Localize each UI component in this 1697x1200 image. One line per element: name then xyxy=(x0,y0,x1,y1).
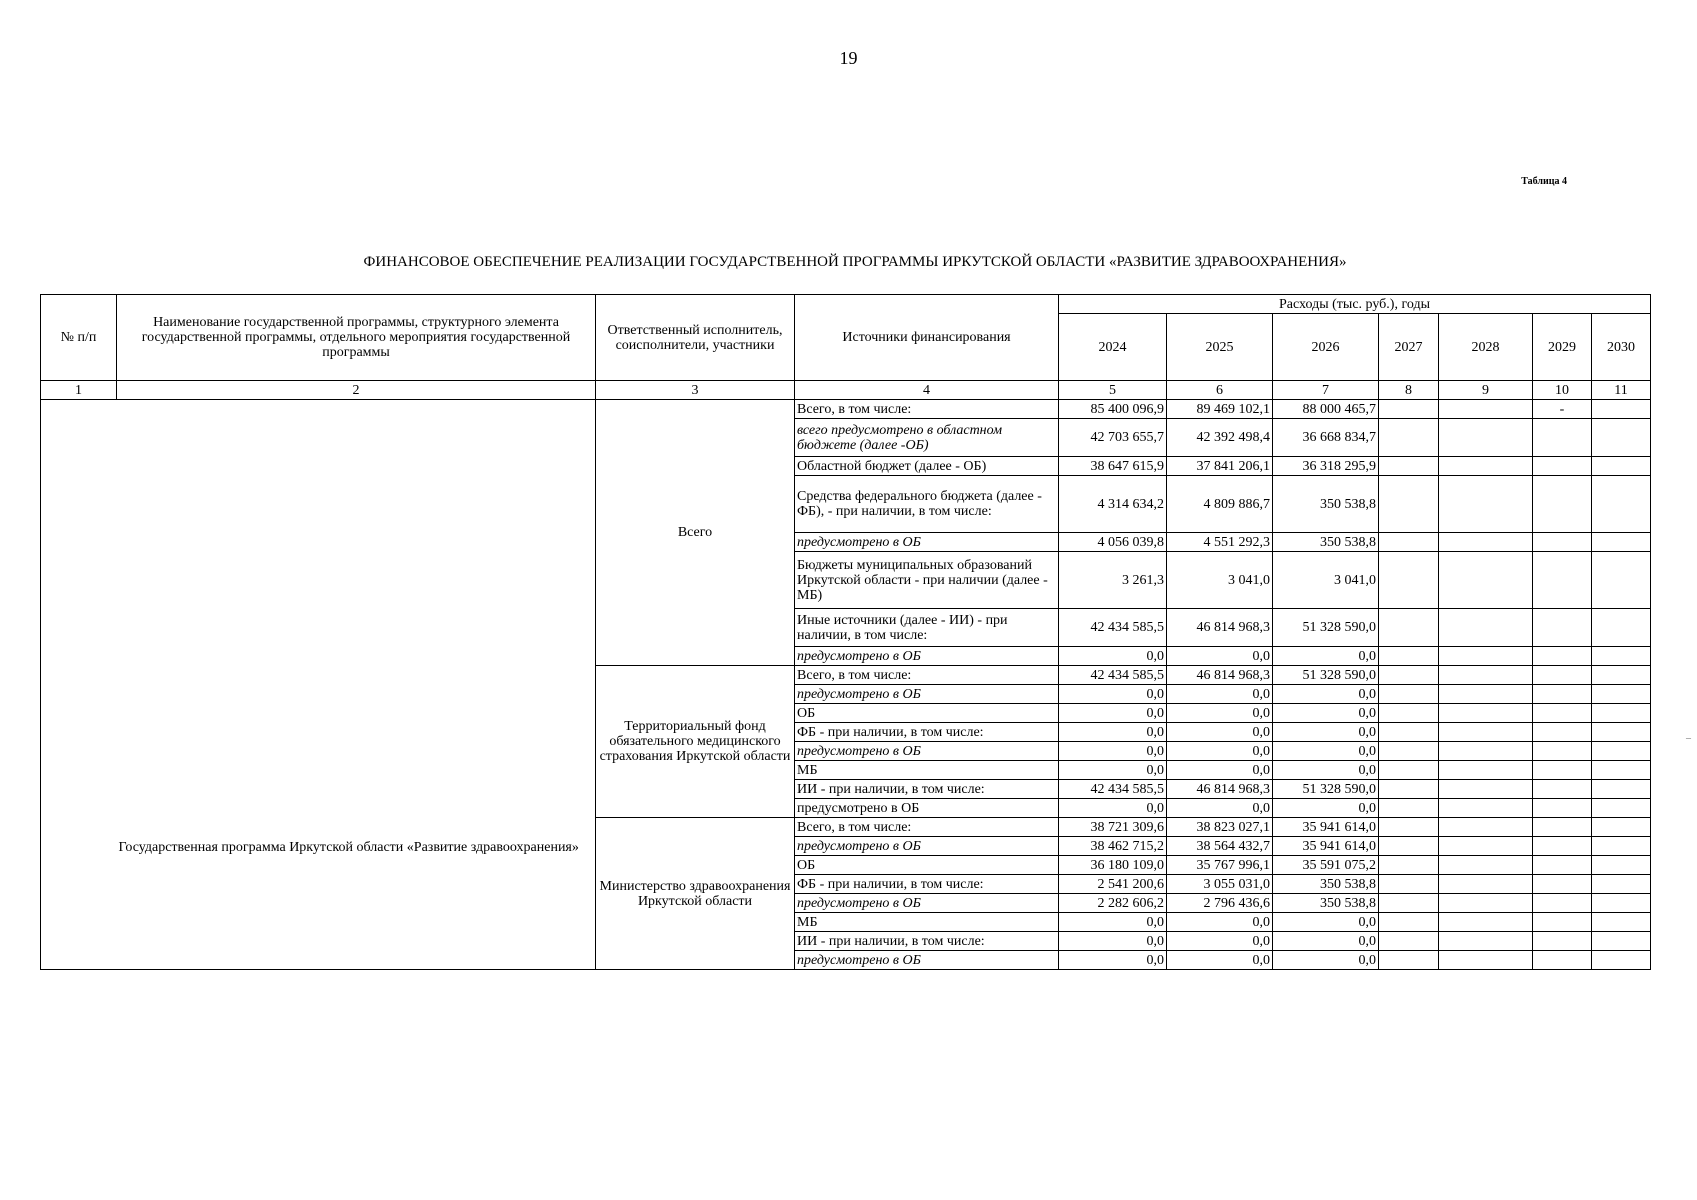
expense-value: 42 434 585,5 xyxy=(1059,609,1167,647)
expense-value-empty xyxy=(1439,932,1533,951)
funding-source: Всего, в том числе: xyxy=(795,666,1059,685)
funding-source: предусмотрено в ОБ xyxy=(795,951,1059,970)
expense-value: 37 841 206,1 xyxy=(1167,457,1273,476)
expense-value-empty xyxy=(1439,400,1533,419)
expense-value: 38 823 027,1 xyxy=(1167,818,1273,837)
expense-value: 0,0 xyxy=(1167,951,1273,970)
expense-value: 42 434 585,5 xyxy=(1059,780,1167,799)
expense-value: 36 668 834,7 xyxy=(1273,419,1379,457)
expense-value-empty xyxy=(1439,476,1533,533)
expense-value: 0,0 xyxy=(1273,951,1379,970)
expense-value-empty xyxy=(1379,476,1439,533)
expense-value-empty xyxy=(1379,780,1439,799)
expense-value-empty xyxy=(1592,761,1651,780)
expense-value-empty xyxy=(1379,609,1439,647)
expense-value-empty xyxy=(1379,875,1439,894)
expense-value: 2 282 606,2 xyxy=(1059,894,1167,913)
expense-value-empty xyxy=(1592,419,1651,457)
expense-value: 3 261,3 xyxy=(1059,552,1167,609)
expense-value-empty xyxy=(1533,400,1592,419)
document-title: ФИНАНСОВОЕ ОБЕСПЕЧЕНИЕ РЕАЛИЗАЦИИ ГОСУДАРСТВЕННОЙ ПРОГРАММЫ ИРКУТСКОЙ ОБЛАСТИ «РАЗВИТИЕ ЗДРАВООХРАНЕНИЯ» xyxy=(363,254,1347,270)
expense-value-empty xyxy=(1592,913,1651,932)
funding-source: всего предусмотрено в областном бюджете (далее -ОБ) xyxy=(795,419,1059,457)
expense-value-empty xyxy=(1379,799,1439,818)
expense-value: 0,0 xyxy=(1059,647,1167,666)
expense-value-empty xyxy=(1533,761,1592,780)
expense-value: 0,0 xyxy=(1273,932,1379,951)
expense-value-empty xyxy=(1379,913,1439,932)
expense-value: 0,0 xyxy=(1273,742,1379,761)
expense-value-empty xyxy=(1439,818,1533,837)
expense-value: 4 551 292,3 xyxy=(1167,533,1273,552)
expense-value: 0,0 xyxy=(1273,913,1379,932)
expense-value: 42 703 655,7 xyxy=(1059,419,1167,457)
expense-value: 0,0 xyxy=(1167,932,1273,951)
expense-value-empty xyxy=(1533,609,1592,647)
expense-value-empty xyxy=(1592,894,1651,913)
column-number: 10 xyxy=(1533,381,1592,400)
funding-source: МБ xyxy=(795,761,1059,780)
expense-value-empty xyxy=(1379,856,1439,875)
expense-value-empty xyxy=(1439,799,1533,818)
column-number: 7 xyxy=(1273,381,1379,400)
expense-value: 85 400 096,9 xyxy=(1059,400,1167,419)
header-year: 2030 xyxy=(1592,314,1651,381)
expense-value-empty xyxy=(1533,818,1592,837)
expense-value-empty xyxy=(1379,761,1439,780)
header-col-expenses: Расходы (тыс. руб.), годы xyxy=(1059,295,1651,314)
expense-value: 2 796 436,6 xyxy=(1167,894,1273,913)
expense-value-empty xyxy=(1533,894,1592,913)
header-year: 2026 xyxy=(1273,314,1379,381)
funding-source: Областной бюджет (далее - ОБ) xyxy=(795,457,1059,476)
column-numbers-row xyxy=(41,381,1651,400)
margin-mark: – xyxy=(1686,733,1691,744)
expense-value-empty xyxy=(1379,932,1439,951)
column-number: 6 xyxy=(1167,381,1273,400)
column-number: 9 xyxy=(1439,381,1533,400)
expense-value: 350 538,8 xyxy=(1273,894,1379,913)
expense-value-empty xyxy=(1533,647,1592,666)
expense-value: 3 055 031,0 xyxy=(1167,875,1273,894)
expense-value: 51 328 590,0 xyxy=(1273,780,1379,799)
expense-value-empty xyxy=(1592,533,1651,552)
executor-cell: Министерство здравоохранения Иркутской области xyxy=(596,818,795,970)
expense-value-empty xyxy=(1379,533,1439,552)
expense-value: 3 041,0 xyxy=(1167,552,1273,609)
expense-value-empty xyxy=(1592,704,1651,723)
expense-value-empty xyxy=(1439,457,1533,476)
expense-value: 42 434 585,5 xyxy=(1059,666,1167,685)
expense-value-empty xyxy=(1439,837,1533,856)
column-number: 11 xyxy=(1592,381,1651,400)
funding-source: ФБ - при наличии, в том числе: xyxy=(795,875,1059,894)
expense-value: 35 591 075,2 xyxy=(1273,856,1379,875)
expense-value: 0,0 xyxy=(1059,685,1167,704)
expense-value-empty xyxy=(1379,552,1439,609)
header-year: 2027 xyxy=(1379,314,1439,381)
expense-value-empty xyxy=(1533,685,1592,704)
expense-value-empty xyxy=(1592,951,1651,970)
expense-value: 0,0 xyxy=(1273,799,1379,818)
expense-value-empty xyxy=(1533,419,1592,457)
column-number: 3 xyxy=(596,381,795,400)
header-col-executor: Ответственный исполнитель, соисполнители, участники xyxy=(596,295,795,381)
expense-value-empty xyxy=(1592,666,1651,685)
expense-value-empty xyxy=(1533,932,1592,951)
header-year: 2028 xyxy=(1439,314,1533,381)
expense-value: 0,0 xyxy=(1059,913,1167,932)
funding-source: предусмотрено в ОБ xyxy=(795,685,1059,704)
expense-value: 51 328 590,0 xyxy=(1273,609,1379,647)
header-year: 2025 xyxy=(1167,314,1273,381)
funding-source: ФБ - при наличии, в том числе: xyxy=(795,723,1059,742)
funding-source: Иные источники (далее - ИИ) - при наличии, в том числе: xyxy=(795,609,1059,647)
expense-value: 0,0 xyxy=(1059,932,1167,951)
expense-value-empty xyxy=(1379,666,1439,685)
expense-value: 0,0 xyxy=(1167,685,1273,704)
expense-value-empty xyxy=(1592,476,1651,533)
expense-value-empty xyxy=(1592,609,1651,647)
expense-value: 35 767 996,1 xyxy=(1167,856,1273,875)
funding-source: предусмотрено в ОБ xyxy=(795,894,1059,913)
expense-value-empty xyxy=(1592,647,1651,666)
funding-source: ОБ xyxy=(795,704,1059,723)
expense-value-empty xyxy=(1379,647,1439,666)
expense-value: 0,0 xyxy=(1059,704,1167,723)
expense-value-empty xyxy=(1439,723,1533,742)
expense-value-empty xyxy=(1533,533,1592,552)
expense-value: 46 814 968,3 xyxy=(1167,780,1273,799)
expense-value-empty xyxy=(1592,685,1651,704)
expense-value-empty xyxy=(1592,875,1651,894)
column-number: 4 xyxy=(795,381,1059,400)
expense-value-empty xyxy=(1439,913,1533,932)
header-year: 2024 xyxy=(1059,314,1167,381)
expense-value: 0,0 xyxy=(1167,799,1273,818)
column-number: 5 xyxy=(1059,381,1167,400)
expense-value-empty xyxy=(1533,799,1592,818)
expense-value: 2 541 200,6 xyxy=(1059,875,1167,894)
expense-value-empty xyxy=(1592,723,1651,742)
expense-value-empty xyxy=(1439,894,1533,913)
header-col-source: Источники финансирования xyxy=(795,295,1059,381)
expense-value-empty xyxy=(1592,818,1651,837)
expense-value-empty xyxy=(1533,723,1592,742)
header-col-name: Наименование государственной программы, структурного элемента государственной программы, отдельного мероприятия государственной программы xyxy=(117,295,596,381)
expense-value: 51 328 590,0 xyxy=(1273,666,1379,685)
expense-value-empty xyxy=(1439,951,1533,970)
executor-cell: Территориальный фонд обязательного медицинского страхования Иркутской области xyxy=(596,666,795,818)
expense-value: 0,0 xyxy=(1167,742,1273,761)
expense-value-empty xyxy=(1533,951,1592,970)
expense-value-empty xyxy=(1379,837,1439,856)
expense-value-empty xyxy=(1439,609,1533,647)
expense-value-empty xyxy=(1533,913,1592,932)
table-label: Таблица 4 xyxy=(1521,176,1567,187)
expense-value-empty xyxy=(1592,780,1651,799)
expense-value-empty xyxy=(1379,951,1439,970)
expense-value-empty xyxy=(1533,875,1592,894)
funding-source: предусмотрено в ОБ xyxy=(795,799,1059,818)
expense-value-empty xyxy=(1439,875,1533,894)
expense-value-empty xyxy=(1439,533,1533,552)
expense-value: 0,0 xyxy=(1273,723,1379,742)
funding-source: предусмотрено в ОБ xyxy=(795,647,1059,666)
expense-value: 4 809 886,7 xyxy=(1167,476,1273,533)
expense-value-empty xyxy=(1379,894,1439,913)
expense-value-empty xyxy=(1592,856,1651,875)
funding-source: ИИ - при наличии, в том числе: xyxy=(795,780,1059,799)
expense-value-empty xyxy=(1379,400,1439,419)
expense-value: 38 721 309,6 xyxy=(1059,818,1167,837)
expense-value: 35 941 614,0 xyxy=(1273,818,1379,837)
executor-cell: Всего xyxy=(596,400,795,666)
expense-value: 36 180 109,0 xyxy=(1059,856,1167,875)
expense-value-empty xyxy=(1379,723,1439,742)
expense-value-empty xyxy=(1592,799,1651,818)
funding-source: предусмотрено в ОБ xyxy=(795,742,1059,761)
expense-value: 0,0 xyxy=(1059,761,1167,780)
program-number-cell xyxy=(41,400,117,970)
expense-value-empty xyxy=(1439,856,1533,875)
expense-value: 38 462 715,2 xyxy=(1059,837,1167,856)
expense-value: 0,0 xyxy=(1059,799,1167,818)
expense-value-empty xyxy=(1379,419,1439,457)
expense-value: 4 056 039,8 xyxy=(1059,533,1167,552)
expense-value: 4 314 634,2 xyxy=(1059,476,1167,533)
funding-source: ИИ - при наличии, в том числе: xyxy=(795,932,1059,951)
expense-value: 0,0 xyxy=(1059,723,1167,742)
expense-value: 0,0 xyxy=(1273,685,1379,704)
expense-value: 35 941 614,0 xyxy=(1273,837,1379,856)
expense-value: 38 564 432,7 xyxy=(1167,837,1273,856)
expense-value-empty xyxy=(1379,457,1439,476)
page-number: 19 xyxy=(839,48,858,68)
column-number: 1 xyxy=(41,381,117,400)
expense-value: 46 814 968,3 xyxy=(1167,666,1273,685)
header-year: 2029 xyxy=(1533,314,1592,381)
expense-value-empty xyxy=(1439,761,1533,780)
expense-value: 0,0 xyxy=(1167,723,1273,742)
header-col-no: № п/п xyxy=(41,295,117,381)
expense-value-empty xyxy=(1439,552,1533,609)
column-number: 8 xyxy=(1379,381,1439,400)
expense-value-empty xyxy=(1379,818,1439,837)
expense-value-empty xyxy=(1592,837,1651,856)
expense-value-empty xyxy=(1592,742,1651,761)
expense-value: 42 392 498,4 xyxy=(1167,419,1273,457)
expense-value: 0,0 xyxy=(1167,647,1273,666)
expense-value: 36 318 295,9 xyxy=(1273,457,1379,476)
expense-value: 0,0 xyxy=(1167,761,1273,780)
expense-value: 0,0 xyxy=(1273,704,1379,723)
expense-value: 38 647 615,9 xyxy=(1059,457,1167,476)
expense-value-empty xyxy=(1439,647,1533,666)
expense-value: 0,0 xyxy=(1273,647,1379,666)
expense-value-empty xyxy=(1533,476,1592,533)
expense-value-empty xyxy=(1379,742,1439,761)
expense-value-empty xyxy=(1439,780,1533,799)
expense-value-empty xyxy=(1592,457,1651,476)
expense-value: 0,0 xyxy=(1167,913,1273,932)
expense-value-empty xyxy=(1533,742,1592,761)
column-number: 2 xyxy=(117,381,596,400)
funding-source: ОБ xyxy=(795,856,1059,875)
expense-value: 350 538,8 xyxy=(1273,533,1379,552)
expense-value-empty xyxy=(1533,666,1592,685)
expense-value-empty xyxy=(1592,552,1651,609)
funding-source: Всего, в том числе: xyxy=(795,400,1059,419)
expense-value-empty xyxy=(1439,666,1533,685)
funding-source: Средства федерального бюджета (далее - ФБ), - при наличии, в том числе: xyxy=(795,476,1059,533)
stray-mark: - xyxy=(1559,401,1565,417)
expense-value-empty xyxy=(1592,932,1651,951)
expense-value: 350 538,8 xyxy=(1273,875,1379,894)
header-row-1 xyxy=(41,295,1651,314)
funding-source: МБ xyxy=(795,913,1059,932)
expense-value-empty xyxy=(1439,742,1533,761)
expense-value-empty xyxy=(1533,552,1592,609)
funding-source: предусмотрено в ОБ xyxy=(795,837,1059,856)
expense-value-empty xyxy=(1439,419,1533,457)
expense-value-empty xyxy=(1533,856,1592,875)
expense-value: 350 538,8 xyxy=(1273,476,1379,533)
expense-value-empty xyxy=(1379,704,1439,723)
expense-value: 0,0 xyxy=(1059,742,1167,761)
expense-value-empty xyxy=(1379,685,1439,704)
expense-value-empty xyxy=(1592,400,1651,419)
expense-value-empty xyxy=(1533,780,1592,799)
funding-source: Всего, в том числе: xyxy=(795,818,1059,837)
expense-value: 0,0 xyxy=(1059,951,1167,970)
funding-source: предусмотрено в ОБ xyxy=(795,533,1059,552)
expense-value: 88 000 465,7 xyxy=(1273,400,1379,419)
expense-value-empty xyxy=(1533,837,1592,856)
expense-value-empty xyxy=(1533,704,1592,723)
table-row xyxy=(41,400,1651,419)
expense-value: 46 814 968,3 xyxy=(1167,609,1273,647)
expense-value: 0,0 xyxy=(1167,704,1273,723)
financing-table xyxy=(40,294,1651,970)
expense-value: 89 469 102,1 xyxy=(1167,400,1273,419)
expense-value-empty xyxy=(1533,457,1592,476)
expense-value: 3 041,0 xyxy=(1273,552,1379,609)
expense-value-empty xyxy=(1439,704,1533,723)
expense-value-empty xyxy=(1439,685,1533,704)
program-name: Государственная программа Иркутской области «Развитие здравоохранения» xyxy=(117,400,596,970)
funding-source: Бюджеты муниципальных образований Иркутской области - при наличии (далее - МБ) xyxy=(795,552,1059,609)
expense-value: 0,0 xyxy=(1273,761,1379,780)
